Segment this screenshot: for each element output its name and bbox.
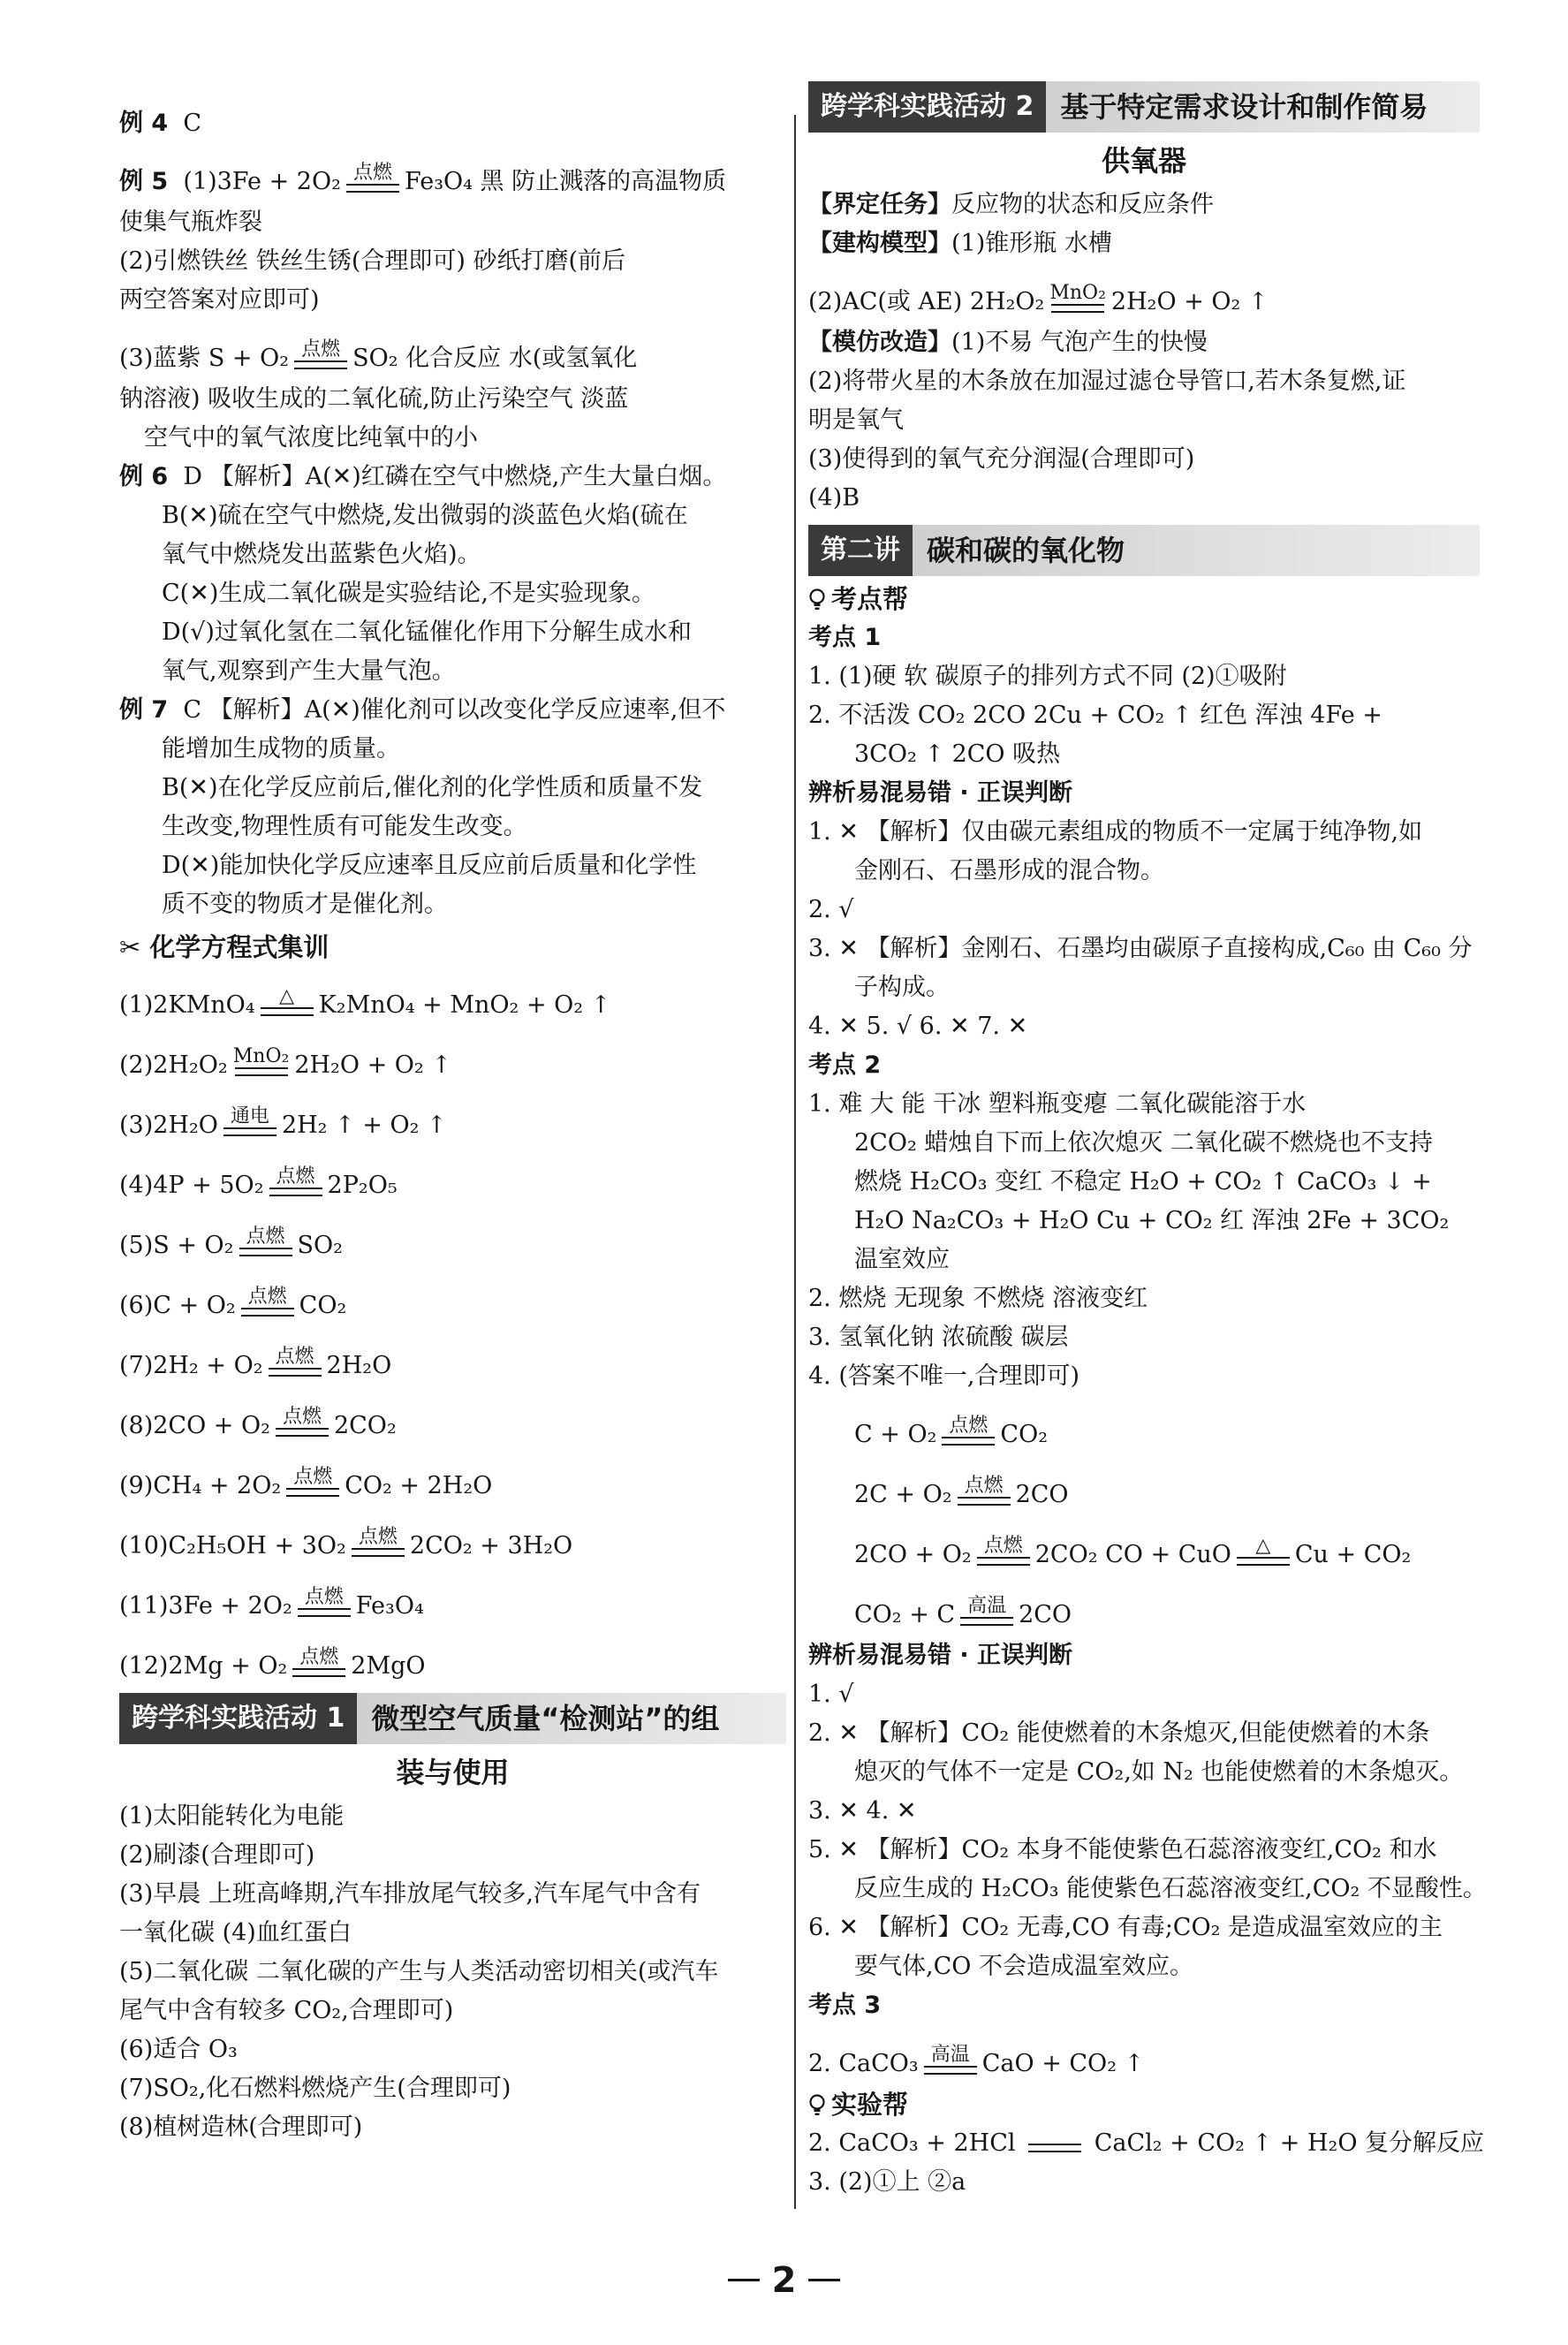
kaodian-2-title: 考点 2 bbox=[808, 1051, 882, 1079]
equation-item: (8)2CO + O₂ 点燃 2CO₂ bbox=[119, 1387, 786, 1447]
equation-item: (6)C + O₂ 点燃 CO₂ bbox=[119, 1267, 786, 1327]
text-line: D(√)过氧化氢在二氧化锰催化作用下分解生成水和 bbox=[162, 619, 692, 646]
equation-item: (3)2H₂O 通电 2H₂ ↑ + O₂ ↑ bbox=[119, 1087, 786, 1147]
reaction-arrow: 通电 bbox=[223, 1106, 276, 1145]
example-6: 例 6 D 【解析】A(✕)红磷在空气中燃烧,产生大量白烟。 bbox=[119, 463, 727, 490]
equation-item: (12)2Mg + O₂ 点燃 2MgO bbox=[119, 1628, 786, 1688]
improve-label: 【模仿改造】 bbox=[808, 329, 951, 356]
right-column: 跨学科实践活动 2 基于特定需求设计和制作简易 供氧器 【界定任务】反应物的状态和反应条件 【建构模型】(1)锥形瓶 水槽 (2)AC(或 AE) 2H₂O₂ MnO₂ 2H₂O + O₂ ↑ 【模仿改造】(1)不易 气泡产生的快慢 (2)将带火星的木条放在加湿过滤仓导管口,若木条复燃,证 明是氧气 (3)使得到的氧气充分润湿(合理即可) (4)B 第二讲 碳和碳的氧化物 考点帮 考点 1 1. (1)硬 软 碳原子的排列方式不同 (2)①吸附 2. 不活泼 CO₂ 2CO 2Cu + CO₂ ↑ 红色 浑浊 4Fe + 3CO₂ ↑ 2CO 吸热 辨析易混易错 · 正误判断 1. ✕ 【解析】仅由碳元素组成的物质不一定属于纯净物,如 金刚石、石墨形成的混合物。 2. √ 3. ✕ 【解析】金刚石、石墨均由碳原子直接构成,C₆₀ 由 C₆₀ 分 子构成。 4. ✕ 5. √ 6. ✕ 7. ✕ 考点 2 1. 难 大 能 干冰 塑料瓶变瘪 二氧化碳能溶于水 2CO₂ 蜡烛自下而上依次熄灭 二氧化碳不燃烧也不支持 燃烧 H₂CO₃ 变红 不稳定 H₂O + CO₂ ↑ CaCO₃ ↓ + H₂O Na₂CO₃ + H₂O Cu + CO₂ 红 浑浊 2Fe + 3CO₂ 温室效应 2. 燃烧 无现象 不燃烧 溶液变红 3. 氢氧化钠 浓硫酸 碳层 4. (答案不唯一,合理即可) C + O₂ 点燃 CO₂ 2C + O₂ 点燃 2CO 2CO + O₂ 点燃 2CO₂ CO + CuO △ Cu + CO₂ CO₂ + C 高温 2CO 辨析易混易错 · 正误判断 1. √ 2. ✕ 【解析】CO₂ 能使燃着的木条熄灭,但能使燃着的木条 熄灭的气体不一定是 CO₂,如 N₂ 也能使燃着的木条熄灭。 3. ✕ 4. ✕ 5. ✕ 【解析】CO₂ 本身不能使紫色石蕊溶液变红,CO₂ 和水 反应生成的 H₂CO₃ 能使紫色石蕊溶液变红,CO₂ 不显酸性。 6. ✕ 【解析】CO₂ 无毒,CO 有毒;CO₂ 是造成温室效应的主 要气体,CO 不会造成温室效应。 考点 3 2. CaCO₃ 高温 CaO + CO₂ ↑ 实验帮 2. CaCO₃ + 2HCl CaCl₂ + CO₂ ↑ + H₂O 复分解反应 3. (2)①上 ②a bbox=[808, 104, 1480, 2202]
equation-item: (7)2H₂ + O₂ 点燃 2H₂O bbox=[119, 1327, 786, 1387]
equation-item: (11)3Fe + 2O₂ 点燃 Fe₃O₄ bbox=[119, 1567, 786, 1628]
text-line: 1. (1)硬 软 碳原子的排列方式不同 (2)①吸附 bbox=[808, 663, 1287, 690]
reaction-arrow: MnO₂ bbox=[233, 1046, 290, 1085]
reaction-arrow: 点燃 bbox=[292, 1647, 345, 1686]
lightbulb-icon bbox=[808, 588, 826, 611]
activity-1-line: (6)适合 O₃ bbox=[119, 2036, 238, 2063]
activity-1-title: 微型空气质量“检测站”的组 bbox=[357, 1693, 786, 1744]
text-line: B(✕)在化学反应前后,催化剂的化学性质和质量不发 bbox=[162, 774, 703, 801]
kaodian-1-title: 考点 1 bbox=[808, 624, 882, 651]
model-label: 【建构模型】 bbox=[808, 230, 951, 257]
equals-sign bbox=[1028, 2144, 1081, 2163]
activity-1-line: 尾气中含有较多 CO₂,合理即可) bbox=[119, 1997, 454, 2024]
text-line: B(✕)硫在空气中燃烧,发出微弱的淡蓝色火焰(硫在 bbox=[162, 502, 688, 529]
reaction-arrow: MnO₂ bbox=[1049, 283, 1106, 322]
lecture-title: 碳和碳的氧化物 bbox=[913, 525, 1480, 576]
shiyan-line-1: 2. CaCO₃ + 2HCl CaCl₂ + CO₂ ↑ + H₂O 复分解反应 bbox=[808, 2124, 1480, 2163]
judge-heading: 辨析易混易错 · 正误判断 bbox=[808, 1642, 1073, 1669]
equation-item: (1)2KMnO₄ △ K₂MnO₄ + MnO₂ + O₂ ↑ bbox=[119, 967, 786, 1027]
lecture-tag: 第二讲 bbox=[808, 525, 913, 576]
text-line: 子构成。 bbox=[854, 974, 950, 1001]
left-column bbox=[119, 104, 786, 2147]
text-line: 金刚石、石墨形成的混合物。 bbox=[854, 857, 1164, 884]
text-line: 4. (答案不唯一,合理即可) bbox=[808, 1362, 1079, 1390]
reaction-arrow: △ bbox=[261, 986, 314, 1025]
text-line: 生改变,物理性质有可能发生改变。 bbox=[162, 813, 527, 840]
equation-item: (9)CH₄ + 2O₂ 点燃 CO₂ + 2H₂O bbox=[119, 1447, 786, 1507]
text-line: 3. 氢氧化钠 浓硫酸 碳层 bbox=[808, 1324, 1069, 1351]
activity-1-line: (1)太阳能转化为电能 bbox=[119, 1802, 345, 1830]
kaodian-3-title: 考点 3 bbox=[808, 1992, 882, 2019]
text-line: C(✕)生成二氧化碳是实验结论,不是实验现象。 bbox=[162, 580, 655, 607]
reaction-arrow: 点燃 bbox=[269, 1166, 322, 1205]
activity-1-tag: 跨学科实践活动 1 bbox=[119, 1693, 357, 1744]
judge-heading: 辨析易混易错 · 正误判断 bbox=[808, 779, 1073, 807]
activity-1-answers bbox=[119, 1797, 786, 2147]
text-line: 氧气,观察到产生大量气泡。 bbox=[162, 657, 456, 685]
equation-item: (4)4P + 5O₂ 点燃 2P₂O₅ bbox=[119, 1147, 786, 1207]
reaction-arrow: 点燃 bbox=[239, 1226, 292, 1265]
activity-1-line: (3)早晨 上班高峰期,汽车排放尾气较多,汽车尾气中含有 bbox=[119, 1880, 701, 1908]
reaction-arrow: 点燃 bbox=[298, 1587, 351, 1626]
column-divider bbox=[794, 115, 796, 2209]
reaction-arrow: 点燃 bbox=[269, 1347, 322, 1385]
text-line: 2. 燃烧 无现象 不燃烧 溶液变红 bbox=[808, 1285, 1148, 1312]
activity-1-line: (7)SO₂,化石燃料燃烧产生(合理即可) bbox=[119, 2075, 511, 2102]
text-line: 能增加生成物的质量。 bbox=[162, 735, 400, 763]
activity-1-banner bbox=[119, 1693, 786, 1744]
text-line: 使集气瓶炸裂 bbox=[119, 209, 262, 236]
text-line: 明是氧气 bbox=[808, 406, 904, 434]
kaodian-3-equation: 2. CaCO₃ 高温 CaO + CO₂ ↑ bbox=[808, 2025, 1480, 2085]
activity-1-line: (5)二氧化碳 二氧化碳的产生与人类活动密切相关(或汽车 bbox=[119, 1958, 719, 1985]
text-line: 5. ✕ 【解析】CO₂ 本身不能使紫色石蕊溶液变红,CO₂ 和水 bbox=[808, 1836, 1437, 1863]
text-line: 2. ✕ 【解析】CO₂ 能使燃着的木条熄灭,但能使燃着的木条 bbox=[808, 1719, 1430, 1747]
text-line: 3. (2)①上 ②a bbox=[808, 2168, 966, 2196]
text-line: 空气中的氧气浓度比纯氧中的小 bbox=[144, 424, 478, 452]
activity-2-title-cont: 供氧器 bbox=[1101, 144, 1186, 178]
text-line: 3. ✕ 4. ✕ bbox=[808, 1797, 917, 1825]
text-line: 4. ✕ 5. √ 6. ✕ 7. ✕ bbox=[808, 1013, 1028, 1040]
text-line: D(✕)能加快化学反应速率且反应前后质量和化学性 bbox=[162, 852, 697, 879]
text-line: 2CO₂ 蜡烛自下而上依次熄灭 二氧化碳不燃烧也不支持 bbox=[854, 1129, 1433, 1157]
text-line: 钠溶液) 吸收生成的二氧化硫,防止污染空气 淡蓝 bbox=[119, 385, 629, 413]
example-4: 例 4 C bbox=[119, 110, 202, 137]
page-number: 2 bbox=[0, 2260, 1568, 2301]
text-line: 质不变的物质才是催化剂。 bbox=[162, 891, 448, 918]
reaction-arrow: 点燃 bbox=[352, 1527, 405, 1566]
reaction-arrow: 点燃 bbox=[241, 1286, 294, 1325]
text-line: 2. 不活泼 CO₂ 2CO 2Cu + CO₂ ↑ 红色 浑浊 4Fe + bbox=[808, 702, 1382, 729]
reaction-arrow: 点燃 bbox=[942, 1415, 995, 1454]
text-line: 1. 难 大 能 干冰 塑料瓶变瘪 二氧化碳能溶于水 bbox=[808, 1090, 1307, 1118]
text-line: H₂O Na₂CO₃ + H₂O Cu + CO₂ 红 浑浊 2Fe + 3CO₂ bbox=[854, 1207, 1450, 1234]
lightbulb-icon bbox=[808, 2094, 826, 2117]
reaction-arrow: 点燃 bbox=[276, 1407, 329, 1446]
example-5-line-1: 例 5 (1)3Fe + 2O₂ 点燃 Fe₃O₄ 黑 防止溅落的高温物质 bbox=[119, 143, 786, 203]
text-line: 2. √ bbox=[808, 896, 854, 923]
activity-1-line: (8)植树造林(合理即可) bbox=[119, 2114, 363, 2141]
activity-1-line: (2)刷漆(合理即可) bbox=[119, 1841, 315, 1869]
reaction-arrow: 高温 bbox=[960, 1596, 1013, 1635]
equation-item: (10)C₂H₅OH + 3O₂ 点燃 2CO₂ + 3H₂O bbox=[119, 1507, 786, 1567]
kaodian-2-equation: CO₂ + C 高温 2CO bbox=[808, 1576, 1480, 1636]
kaodian-2-equation: 2CO + O₂ 点燃 2CO₂ CO + CuO △ Cu + CO₂ bbox=[808, 1516, 1480, 1576]
example-5-line-5: (3)蓝紫 S + O₂ 点燃 SO₂ 化合反应 水(或氢氧化 bbox=[119, 320, 786, 380]
activity-2-banner bbox=[808, 81, 1480, 133]
activity-1-title-cont: 装与使用 bbox=[396, 1756, 510, 1789]
text-line: 温室效应 bbox=[854, 1246, 950, 1273]
activity-1-line: 一氧化碳 (4)血红蛋白 bbox=[119, 1919, 352, 1947]
text-line: (2)将带火星的木条放在加湿过滤仓导管口,若木条复燃,证 bbox=[808, 368, 1406, 395]
equation-practice-heading: ✂ 化学方程式集训 bbox=[119, 932, 330, 962]
activity-2-title: 基于特定需求设计和制作简易 bbox=[1046, 81, 1480, 133]
equation-item: (2)2H₂O₂ MnO₂ 2H₂O + O₂ ↑ bbox=[119, 1027, 786, 1087]
text-line: 熄灭的气体不一定是 CO₂,如 N₂ 也能使燃着的木条熄灭。 bbox=[854, 1758, 1464, 1786]
text-line: 6. ✕ 【解析】CO₂ 无毒,CO 有毒;CO₂ 是造成温室效应的主 bbox=[808, 1914, 1443, 1941]
text-line: 反应生成的 H₂CO₃ 能使紫色石蕊溶液变红,CO₂ 不显酸性。 bbox=[854, 1875, 1487, 1902]
shiyan-heading: 实验帮 bbox=[808, 2085, 1480, 2124]
text-line: 1. ✕ 【解析】仅由碳元素组成的物质不一定属于纯净物,如 bbox=[808, 818, 1423, 846]
text-line: 氧气中燃烧发出蓝紫色火焰)。 bbox=[162, 541, 481, 568]
reaction-arrow: 点燃 bbox=[958, 1476, 1011, 1514]
text-line: 燃烧 H₂CO₃ 变红 不稳定 H₂O + CO₂ ↑ CaCO₃ ↓ + bbox=[854, 1168, 1432, 1195]
text-line: 两空答案对应即可) bbox=[119, 286, 320, 314]
kaodian-2-equation: 2C + O₂ 点燃 2CO bbox=[808, 1456, 1480, 1516]
text-line: 1. √ bbox=[808, 1681, 854, 1708]
reaction-arrow: 点燃 bbox=[294, 339, 347, 378]
reaction-arrow: 点燃 bbox=[977, 1536, 1030, 1575]
text-line: 3CO₂ ↑ 2CO 吸热 bbox=[854, 740, 1061, 768]
text-line: (4)B bbox=[808, 484, 860, 512]
kaodian-heading: 考点帮 bbox=[808, 580, 1480, 619]
task-label: 【界定任务】 bbox=[808, 191, 951, 218]
example-7: 例 7 C 【解析】A(✕)催化剂可以改变化学反应速率,但不 bbox=[119, 696, 726, 724]
text-line: 3. ✕ 【解析】金刚石、石墨均由碳原子直接构成,C₆₀ 由 C₆₀ 分 bbox=[808, 935, 1473, 962]
activity-2-tag: 跨学科实践活动 2 bbox=[808, 81, 1046, 133]
dna-icon: ✂ bbox=[119, 932, 150, 962]
equation-item: (5)S + O₂ 点燃 SO₂ bbox=[119, 1207, 786, 1267]
reaction-arrow: △ bbox=[1237, 1536, 1290, 1575]
reaction-arrow: 点燃 bbox=[346, 163, 399, 201]
text-line: (3)使得到的氧气充分润湿(合理即可) bbox=[808, 445, 1195, 473]
reaction-arrow: 点燃 bbox=[286, 1467, 339, 1506]
activity-2-equation: (2)AC(或 AE) 2H₂O₂ MnO₂ 2H₂O + O₂ ↑ bbox=[808, 263, 1480, 323]
equation-list bbox=[119, 967, 786, 1688]
text-line: 要气体,CO 不会造成温室效应。 bbox=[854, 1953, 1193, 1980]
lecture-2-banner bbox=[808, 525, 1480, 576]
reaction-arrow: 高温 bbox=[924, 2045, 977, 2083]
text-line: (2)引燃铁丝 铁丝生锈(合理即可) 砂纸打磨(前后 bbox=[119, 247, 626, 275]
kaodian-2-equation: C + O₂ 点燃 CO₂ bbox=[808, 1396, 1480, 1456]
